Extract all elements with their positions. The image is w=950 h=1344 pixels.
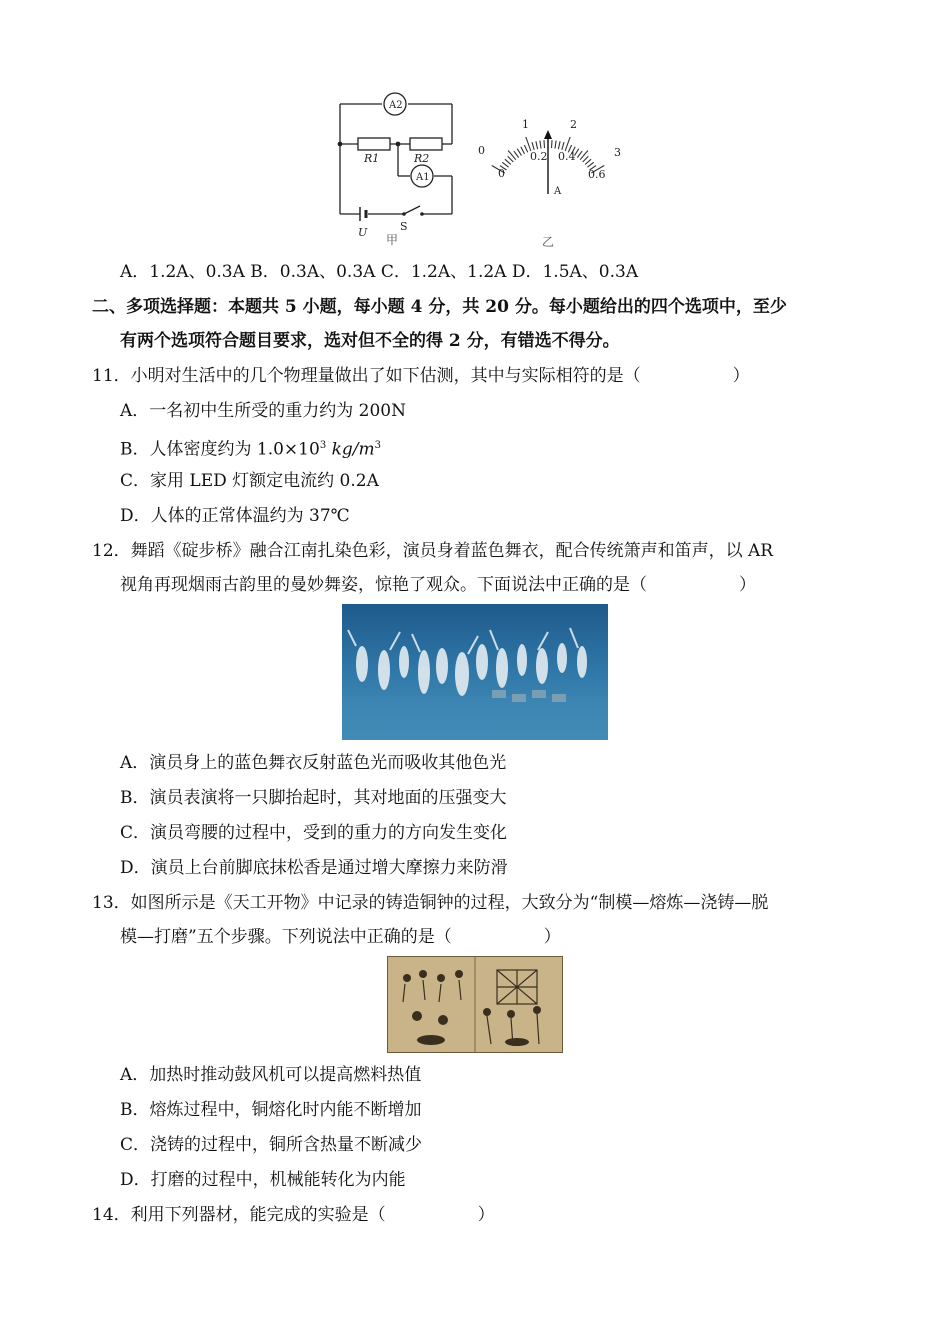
scale-top-2: 2 [570,118,577,131]
dial-tick [508,156,514,162]
q13-stem-line1: 13．如图所示是《天工开物》中记录的铸造铜钟的过程，大致分为“制模—熔炼—浇铸—脱 [92,893,769,913]
q13-stem-line2: 模—打磨”五个步骤。下列说法中正确的是（ ） [120,927,561,947]
dial-tick [585,159,591,164]
label-a: A [554,186,562,197]
scale-top-0: 0 [478,144,485,157]
q12-option-c: C．演员弯腰的过程中，受到的重力的方向发生变化 [120,823,508,843]
q12-stem-line2: 视角再现烟雨古韵里的曼妙舞姿，惊艳了观众。下面说法中正确的是（ ） [120,575,756,595]
scale-bottom-02: 0.2 [530,150,548,163]
dial-tick [562,142,564,150]
label-r2: R2 [414,152,430,165]
label-a1: A1 [416,172,430,183]
q14-stem: 14．利用下列器材，能完成的实验是（ ） [92,1205,495,1225]
scale-bottom-0: 0 [498,167,505,180]
dial-tick [521,147,525,154]
dial-tick [558,141,560,149]
q11-option-a: A．一名初中生所受的重力约为 200N [120,401,407,421]
q12-option-d: D．演员上台前脚底抹松香是通过增大摩擦力来防滑 [120,858,508,878]
dial-tick [505,159,511,164]
dance-photo [342,604,608,740]
dial-tick [517,149,521,156]
section2-heading-line1: 二、多项选择题：本题共 5 小题，每小题 4 分，共 20 分。每小题给出的四个选项中，至少 [92,297,787,317]
circuit-diagram-jia [330,88,465,248]
q11-stem: 11．小明对生活中的几个物理量做出了如下估测，其中与实际相符的是（ ） [92,366,750,386]
q11-option-d: D．人体的正常体温约为 37℃ [120,506,350,526]
label-u: U [358,226,368,239]
q13-option-b: B．熔炼过程中，铜熔化时内能不断增加 [120,1100,422,1120]
scale-bottom-06: 0.6 [588,168,606,181]
dial-tick [587,162,593,167]
dial-tick [532,142,534,150]
dial-tick [552,140,553,148]
q13-option-a: A．加热时推动鼓风机可以提高燃料热值 [120,1065,422,1085]
dial-tick [536,141,538,149]
dial-tick [555,141,556,149]
scale-top-3: 3 [614,146,621,159]
label-s: S [400,220,408,233]
dial-tick [583,156,589,162]
q13-option-d: D．打磨的过程中，机械能转化为内能 [120,1170,406,1190]
ammeter-dial-yi [474,112,629,252]
q13-option-c: C．浇铸的过程中，铜所含热量不断减少 [120,1135,423,1155]
q12-stem-line1: 12．舞蹈《碇步桥》融合江南扎染色彩，演员身着蓝色舞衣，配合传统箫声和笛声，以 AR [92,541,774,561]
tiangong-kaiwu-illustration [387,956,563,1053]
scale-top-1: 1 [522,118,529,131]
q12-option-b: B．演员表演将一只脚抬起时，其对地面的压强变大 [120,788,507,808]
label-jia: 甲 [386,233,399,247]
q10-options: A．1.2A、0.3A B．0.3A、0.3A C．1.2A、1.2A D．1.5A、0.3A [120,262,639,282]
dial-tick [514,151,519,157]
q11-option-c: C．家用 LED 灯额定电流约 0.2A [120,471,379,491]
dial-tick [577,151,582,157]
q11-option-b: B．人体密度约为 $1.0\times 10^3$ $kg/m^3$ [120,439,381,460]
label-r1: R1 [364,152,380,165]
q12-option-a: A．演员身上的蓝色舞衣反射蓝色光而吸收其他色光 [120,753,507,773]
dial-tick [540,141,541,149]
label-a2: A2 [389,100,403,111]
scale-bottom-04: 0.4 [558,150,576,163]
label-yi: 乙 [542,235,555,249]
dial-tick [524,145,527,152]
section2-heading-line2: 有两个选项符合题目要求，选对但不全的得 2 分，有错选不得分。 [120,331,620,351]
dial-tick [544,140,545,148]
